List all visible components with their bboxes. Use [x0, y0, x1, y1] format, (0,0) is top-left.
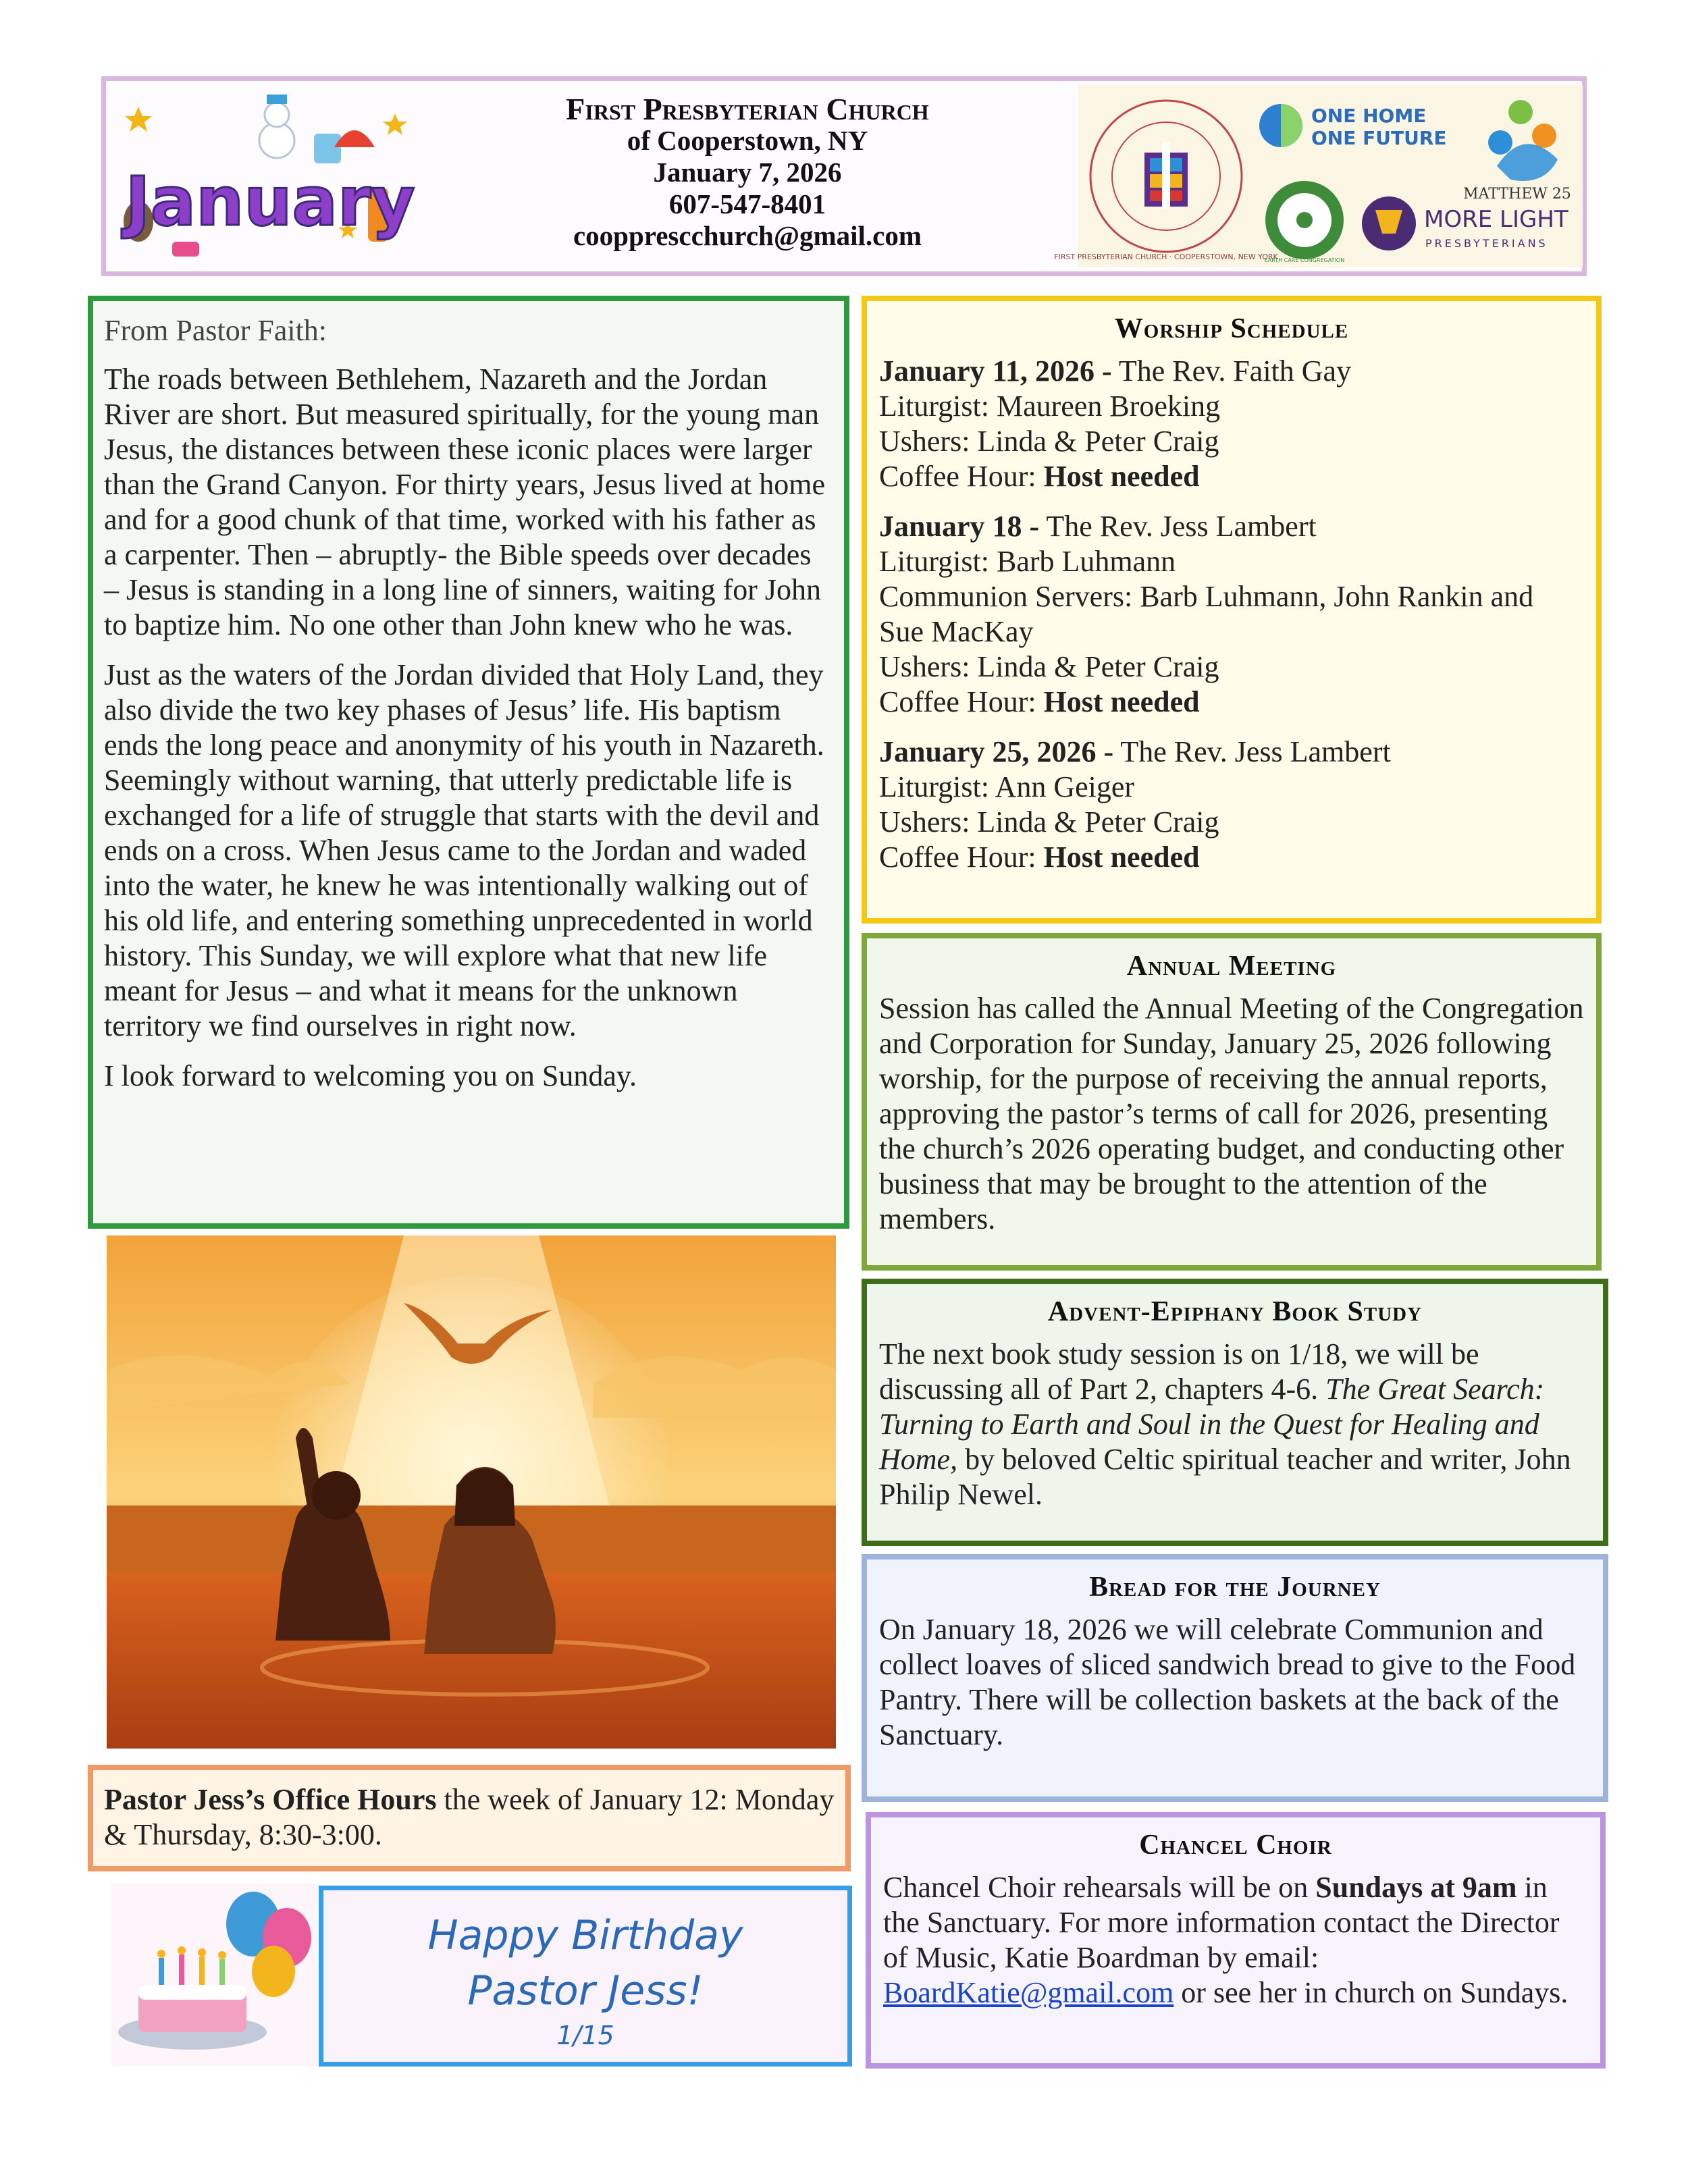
- birthday-cake-image: [111, 1884, 317, 2066]
- pastor-letter-greeting: From Pastor Faith:: [104, 314, 327, 347]
- matthew-25-text: MATTHEW 25: [1463, 186, 1571, 203]
- january-art-word: January: [125, 162, 415, 241]
- birthday-date: 1/15: [556, 2021, 614, 2050]
- choir-closing: or see her in church on Sundays.: [1173, 1976, 1568, 2009]
- pastor-letter-paragraph: The roads between Bethlehem, Nazareth and the Jordan River are short. But measured spiritually, for the young man Jesus, the distances between these iconic places were larger than the Grand Canyon. For thirty years, Jesus lived at home and for a good chunk of that time, worked with his father as a carpenter. Then – abruptly- the Bible speeds over decades – Jesus is standing in a long line of sinners, waiting for John to baptize him. No one other than John knew who he was.: [104, 363, 826, 641]
- one-future-text: ONE FUTURE: [1311, 127, 1447, 149]
- service-entry: [879, 509, 1584, 720]
- office-hours-details: the week of January 12: Monday & Thursday, 8:30-3:00.: [104, 1783, 835, 1851]
- earth-care-text: EARTH CARE CONGREGATION: [1264, 257, 1345, 263]
- choir-rehearsal-time: Sundays at 9am: [1315, 1871, 1517, 1904]
- pastor-letter-closing: I look forward to welcoming you on Sunday.: [104, 1059, 637, 1092]
- one-home-one-future-logo: [1259, 104, 1447, 149]
- service-ushers: Ushers: Linda & Peter Craig: [879, 805, 1219, 838]
- church-info: [511, 93, 984, 252]
- book-study-author: by beloved Celtic spiritual teacher and writer, John Philip Newel.: [879, 1443, 1571, 1511]
- coffee-hour-value: Host needed: [1043, 841, 1200, 874]
- chancel-choir-notice: [866, 1812, 1606, 2069]
- choir-intro: Chancel Choir rehearsals will be on: [883, 1871, 1316, 1904]
- newsletter-date: January 7, 2026: [653, 157, 842, 188]
- birthday-greeting: [319, 1886, 852, 2067]
- coffee-hour-value: Host needed: [1043, 685, 1200, 718]
- service-entry: [879, 354, 1584, 494]
- church-location: of Cooperstown, NY: [627, 125, 868, 156]
- book-title: The Great Search: Turning to Earth and Soul in the Quest for Healing and Home,: [879, 1373, 1545, 1476]
- bread-body: On January 18, 2026 we will celebrate Communion and collect loaves of sliced sandwich bread to give to the Food Pantry. There will be collection baskets at the back of the Sanctuary.: [879, 1613, 1576, 1751]
- service-entry: [879, 735, 1584, 875]
- service-ushers: Ushers: Linda & Peter Craig: [879, 650, 1219, 683]
- service-pastor: The Rev. Jess Lambert: [1113, 735, 1391, 768]
- annual-meeting-notice: [862, 933, 1602, 1271]
- office-hours-title: Pastor Jess’s Office Hours: [104, 1783, 437, 1816]
- book-study-title: Advent-Epiphany Book Study: [1047, 1296, 1423, 1327]
- book-study-notice: [862, 1279, 1608, 1546]
- baptism-illustration: [107, 1235, 836, 1749]
- service-date: January 11, 2026 -: [879, 354, 1112, 388]
- pastor-letter-paragraph: Just as the waters of the Jordan divided that Holy Land, they also divide the two key phases of Jesus’ life. His baptism ends the long peace and anonymity of his youth in Nazareth. Seemingly without warning, that utterly predictable life is exchanged for a life of struggle that starts with the devil and ends on a cross. When Jesus came to the Jordan and waded into the water, he knew he was intentionally walking out of his old life, and entering something unprecedented in world history. This Sunday, we will explore what that new life meant for Jesus – and what it means for the unknown territory we find ourselves in right now.: [104, 658, 824, 1042]
- bread-title: Bread for the Journey: [1089, 1572, 1381, 1603]
- worship-schedule: [862, 296, 1602, 924]
- church-seal-text: FIRST PRESBYTERIAN CHURCH · COOPERSTOWN, NEW YORK: [1054, 252, 1278, 261]
- office-hours-notice: [88, 1765, 851, 1871]
- service-liturgist: Liturgist: Ann Geiger: [879, 770, 1135, 803]
- church-phone: 607-547-8401: [668, 188, 826, 219]
- annual-meeting-title: Annual Meeting: [1126, 951, 1337, 982]
- newsletter-header: [101, 76, 1587, 276]
- worship-schedule-title: Worship Schedule: [1114, 313, 1349, 344]
- church-name: First Presbyterian Church: [566, 92, 929, 126]
- service-pastor: The Rev. Faith Gay: [1111, 354, 1352, 388]
- coffee-hour-label: Coffee Hour:: [879, 460, 1044, 493]
- service-date: January 25, 2026 -: [879, 735, 1114, 768]
- church-email[interactable]: coopprescchurch@gmail.com: [573, 220, 922, 251]
- book-study-intro: The next book study session is on 1/18, we will be discussing all of Part 2, chapters 4-6.: [879, 1337, 1479, 1406]
- choir-email-link[interactable]: BoardKatie@gmail.com: [883, 1976, 1174, 2009]
- birthday-line-2: Pastor Jess!: [467, 1967, 704, 2015]
- pastor-letter: [88, 296, 849, 1229]
- service-communion-servers: Communion Servers: Barb Luhmann, John Rankin and Sue MacKay: [879, 580, 1534, 648]
- annual-meeting-body: Session has called the Annual Meeting of the Congregation and Corporation for Sunday, January 25, 2026 following worship, for the purpose of receiving the annual reports, approving the pastor’s terms of call for 2026, presenting the church’s 2026 operating budget, and conducting other business that may be brought to the attention of the members.: [879, 992, 1584, 1235]
- service-date: January 18 -: [879, 510, 1040, 543]
- service-pastor: The Rev. Jess Lambert: [1039, 510, 1317, 543]
- one-home-text: ONE HOME: [1311, 105, 1427, 127]
- service-liturgist: Liturgist: Maureen Broeking: [879, 390, 1221, 423]
- birthday-line-1: Happy Birthday: [427, 1912, 743, 1959]
- affiliation-logos: [1054, 85, 1583, 267]
- service-ushers: Ushers: Linda & Peter Craig: [879, 425, 1219, 458]
- coffee-hour-value: Host needed: [1043, 460, 1200, 493]
- choir-details: in the Sanctuary. For more information contact the Director of Music, Katie Boardman by email:: [883, 1871, 1560, 1974]
- coffee-hour-label: Coffee Hour:: [879, 841, 1044, 874]
- presbyterians-text: PRESBYTERIANS: [1425, 237, 1548, 250]
- coffee-hour-label: Coffee Hour:: [879, 685, 1044, 718]
- bread-for-the-journey-notice: [862, 1554, 1608, 1802]
- more-light-text: MORE LIGHT: [1424, 206, 1568, 233]
- choir-title: Chancel Choir: [1139, 1830, 1332, 1861]
- service-liturgist: Liturgist: Barb Luhmann: [879, 545, 1176, 578]
- january-art-image: [111, 86, 429, 269]
